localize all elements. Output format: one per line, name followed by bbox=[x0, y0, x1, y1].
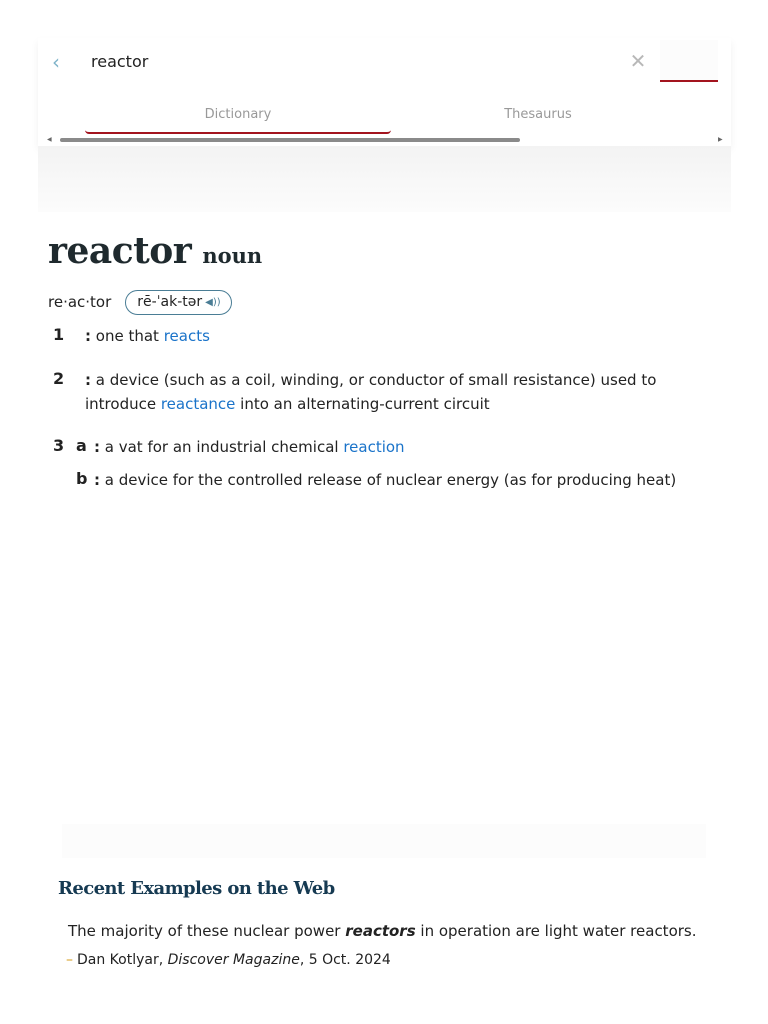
sense-letter: a bbox=[76, 436, 87, 455]
sense-definition: : a vat for an industrial chemical reaction bbox=[94, 438, 405, 456]
cross-reference-link[interactable]: reacts bbox=[163, 327, 210, 345]
syllabification: re·ac·tor bbox=[48, 293, 112, 311]
search-input[interactable] bbox=[91, 48, 611, 74]
publication-name: Discover Magazine bbox=[167, 952, 300, 968]
tab-bar bbox=[38, 100, 731, 134]
sense-definition: : a device for the controlled release of nuclear energy (as for producing heat) bbox=[94, 471, 677, 489]
example-highlight: reactors bbox=[345, 922, 416, 940]
scroll-left-arrow-icon[interactable]: ◀ bbox=[47, 136, 52, 143]
pronunciation-audio-button[interactable] bbox=[125, 290, 231, 315]
sense-definition: : one that reacts bbox=[85, 327, 210, 345]
sense-number: 1 bbox=[53, 325, 65, 344]
source-dash: – bbox=[66, 952, 73, 968]
search-header bbox=[38, 38, 731, 146]
sense-number: 2 bbox=[53, 369, 65, 388]
sense-number: 3 bbox=[53, 436, 65, 455]
sense-letter: b bbox=[76, 469, 88, 488]
search-submit-button[interactable] bbox=[660, 40, 718, 82]
part-of-speech: noun bbox=[202, 243, 263, 268]
pronunciation-row bbox=[48, 289, 232, 315]
example-source: – Dan Kotlyar, Discover Magazine, 5 Oct. 2024 bbox=[66, 952, 391, 968]
headword: reactor bbox=[48, 230, 192, 272]
tab-dictionary[interactable]: Dictionary bbox=[85, 100, 391, 134]
clear-search-icon[interactable]: ✕ bbox=[629, 49, 647, 73]
pronunciation-text: rē-ˈak-tər bbox=[137, 294, 203, 310]
horizontal-scrollbar[interactable] bbox=[60, 138, 520, 142]
sense-definition: : a device (such as a coil, winding, or conductor of small resistance) used to introduce reactance into an alternating-current circuit bbox=[85, 371, 657, 413]
cross-reference-link[interactable]: reactance bbox=[160, 395, 236, 413]
scroll-right-arrow-icon[interactable]: ▶ bbox=[718, 136, 723, 143]
speaker-icon: ◀)) bbox=[205, 296, 221, 308]
headword-row bbox=[48, 230, 262, 278]
tab-thesaurus[interactable]: Thesaurus bbox=[504, 107, 572, 122]
cross-reference-link[interactable]: reaction bbox=[343, 438, 405, 456]
example-sentence: The majority of these nuclear power reactors in operation are light water reactors. bbox=[68, 922, 697, 940]
examples-heading: Recent Examples on the Web bbox=[58, 878, 335, 899]
header-shadow-area bbox=[38, 146, 731, 212]
ad-placeholder bbox=[62, 824, 706, 858]
back-chevron-icon[interactable]: ‹ bbox=[52, 50, 60, 74]
